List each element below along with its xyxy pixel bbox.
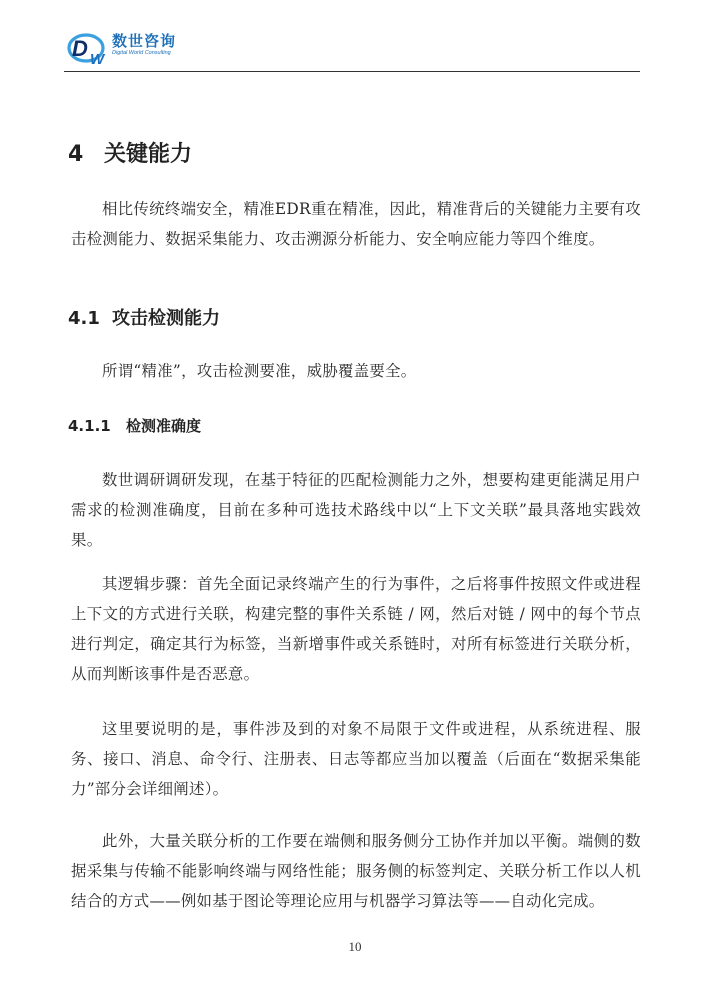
svg-text:D: D <box>72 36 88 61</box>
subsubsection-number: 4.1.1 <box>68 417 111 435</box>
subsection-title: 攻击检测能力 <box>112 308 220 329</box>
section-number: 4 <box>68 142 84 167</box>
page-number: 10 <box>348 939 362 954</box>
section-heading <box>68 137 192 168</box>
body-paragraph: 此外，大量关联分析的工作要在端侧和服务侧分工协作并加以平衡。端侧的数据采集与传输不能影响终端与网络性能；服务侧的标签判定、关联分析工作以人机结合的方式——例如基于图论等理论应用与机器学习算法等——自动化完成。 <box>71 832 641 910</box>
body-paragraph: 数世调研调研发现，在基于特征的匹配检测能力之外，想要构建更能满足用户需求的检测准确度，目前在多种可选技术路线中以“上下文关联”最具落地实践效果。 <box>71 471 641 549</box>
logo-english-name: Digital World Consulting <box>112 50 171 56</box>
subsubsection-heading <box>68 415 201 436</box>
section-title: 关键能力 <box>104 142 193 167</box>
body-paragraph: 其逻辑步骤：首先全面记录终端产生的行为事件，之后将事件按照文件或进程上下文的方式进行关联，构建完整的事件关系链 / 网，然后对链 / 网中的每个节点进行判定，确定其行为标签，当新增事件或关系链时，对所有标签进行关联分析，从而判断该事件是否恶意。 <box>71 575 641 683</box>
subsubsection-title: 检测准确度 <box>126 417 202 435</box>
subsection-number: 4.1 <box>68 308 100 329</box>
dw-logo-icon <box>66 28 114 68</box>
svg-text:W: W <box>90 51 105 68</box>
subsection-intro-paragraph: 所谓“精准”，攻击检测要准，威胁覆盖要全。 <box>102 362 417 380</box>
header-divider <box>64 71 640 72</box>
subsection-heading <box>68 304 220 330</box>
body-paragraph: 这里要说明的是，事件涉及到的对象不局限于文件或进程，从系统进程、服务、接口、消息、命令行、注册表、日志等都应当加以覆盖（后面在“数据采集能力”部分会详细阐述）。 <box>71 720 641 798</box>
logo-chinese-name: 数世咨询 <box>112 32 177 50</box>
section-intro-paragraph: 相比传统终端安全，精准EDR重在精准，因此，精准背后的关键能力主要有攻击检测能力、数据采集能力、攻击溯源分析能力、安全响应能力等四个维度。 <box>71 200 641 248</box>
